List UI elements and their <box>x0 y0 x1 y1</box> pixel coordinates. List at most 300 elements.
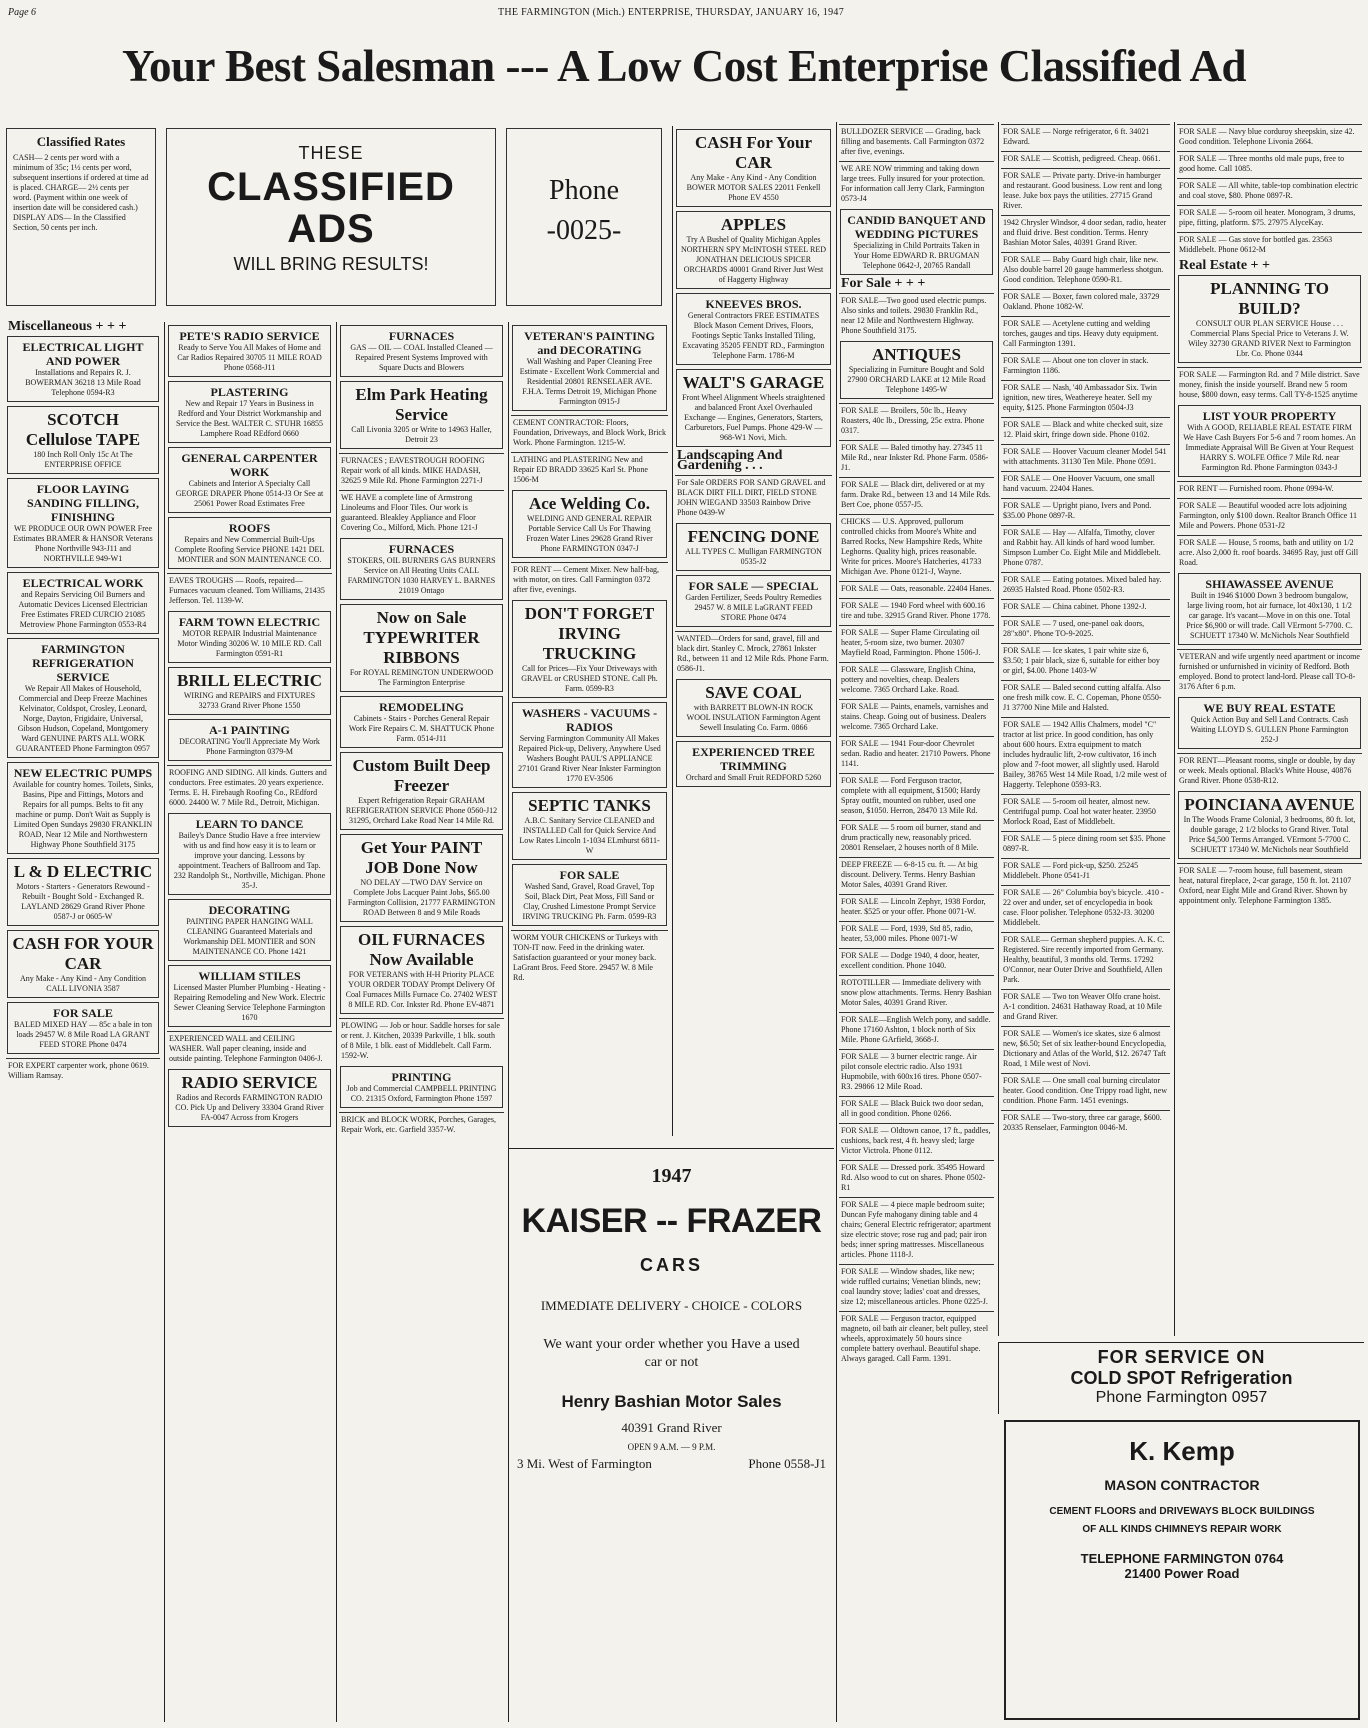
classified-ad <box>1177 481 1362 496</box>
kemp-line4: 21400 Power Road <box>1124 1566 1240 1581</box>
ad-text: ALL TYPES C. Mulligan FARMINGTON 0535-J2 <box>685 547 822 566</box>
ad-text: FOR SALE — Acetylene cutting and welding torches, gauges and tips. Heavy duty equipment. Call Farmington 1391. <box>1003 319 1159 348</box>
classified-ad <box>840 341 993 399</box>
ad-heading: SHIAWASSEE AVENUE <box>1205 577 1334 591</box>
ad-text: Built in 1946 $1000 Down 3 bedroom bungalow, large living room, hot air furnace, lot 40x130, 1 1/2 car garage. It's vacant—Move in on this one. Total Price $6,900 or will trade. Call VErmont 5-7700. C. SCHUETT 17340 W. McNichols Near Southfield <box>1186 591 1353 640</box>
ad-text: FOR SALE — Lincoln Zephyr, 1938 Fordor, heater. $525 or your offer. Phone 0071-W. <box>841 897 986 916</box>
ad-text: FOR SALE — Norge refrigerator, 6 ft. 34021 Edward. <box>1003 127 1150 146</box>
ad-text: FOR EXPERT carpenter work, phone 0619. William Ramsay. <box>8 1061 149 1080</box>
classified-ad <box>1178 275 1361 363</box>
ad-text: WE ARE NOW trimming and taking down large trees. Fully insured for your protection. For information call Jerry Clark, Farmington 0573-J4 <box>841 164 985 203</box>
column-3 <box>336 322 506 1722</box>
classified-ad <box>1001 444 1170 469</box>
ad-heading: OIL FURNACES Now Available <box>357 930 486 969</box>
classified-ad <box>676 575 831 627</box>
rates-body: CASH— 2 cents per word with a minimum of 35c; 1½ cents per word, subsequent insertions if ordered at time ad is placed. CHARGE— 2½ cents per word. (Payment within one week of insertion date will be considered cash.) DISPLAY ADS— In the Classified Section, 50 cents per inch. <box>13 153 149 232</box>
classified-ad <box>168 517 331 569</box>
ad-text: FOR SALE — Women's ice skates, size 6 almost new, $6.50; Set of six leather-bound Encyclopedia, Dictionary and Atlas of the World, $12. 26747 Taft Road, 1 Mile west of Novi. <box>1003 1029 1167 1068</box>
ad-heading: L & D ELECTRIC <box>13 862 153 881</box>
ad-text: FOR SALE — Baled second cutting alfalfa. Also one fresh milk cow. E. C. Copeman, Phone 0550-J1 37700 Nine Mile and Halsted. <box>1003 683 1162 712</box>
classified-ad <box>1177 863 1362 908</box>
classified-ad <box>839 1311 994 1366</box>
ad-text: FOR SALE — Dodge 1940, 4 door, heater, excellent condition. Phone 1040. <box>841 951 980 970</box>
classified-ad <box>511 452 668 487</box>
ad-text: FOR SALE — 5 piece dining room set $35. Phone 0897-R. <box>1003 834 1166 853</box>
ad-text: FOR SALE — Window shades, like new; wide ruffled curtains; Venetian blinds, new; coal laundry stove; ladies' coat and dresses, size 12; miscellaneous articles. Phone 0225-J. <box>841 1267 988 1306</box>
ad-text: Any Make - Any Kind - Any Condition BOWER MOTOR SALES 22011 Fenkell Phone EV 4550 <box>686 173 821 202</box>
ad-heading: ELECTRICAL WORK <box>22 576 144 590</box>
ad-text: and Repairs Servicing Oil Burners and Automatic Devices Licensed Electrician Free Estimates FRED CURCIO 21085 Metroview Phone Farmington 0553-R4 <box>18 590 148 629</box>
ad-text: with BARRETT BLOWN-IN ROCK WOOL INSULATION Farmington Agent Sewell Insulating Co. Farm. 0866 <box>686 703 821 732</box>
ad-text: Radios and Records FARMINGTON RADIO CO. Pick Up and Delivery 33304 Grand River FA-0047 Across from Krogers <box>175 1093 324 1122</box>
classified-ad <box>168 965 331 1027</box>
ad-text: FOR SALE — Boxer, fawn colored male, 33729 Oakland. Phone 1082-W. <box>1003 292 1160 311</box>
ad-text: FOR SALE — Eating potatoes. Mixed baled hay. 26935 Halsted Road. Phone 0502-R3. <box>1003 575 1162 594</box>
page-number: Page 6 <box>8 7 37 18</box>
ad-heading: FURNACES <box>388 542 455 556</box>
ad-heading: PRINTING <box>391 1070 452 1084</box>
ad-text: FOR SALE — Hoover Vacuum cleaner Model 541 with attachments. 31130 Ten Mile. Phone 0591. <box>1003 447 1167 466</box>
ad-text: FOR SALE — Glassware, English China, pottery and novelties, cheap. Dealers welcome. 7365 Orchard Lake. Road. <box>841 665 976 694</box>
ad-text: Expert Refrigeration Repair GRAHAM REFRIGERATION SERVICE Phone 0560-J12 31295, Orchard Lake Road Near 14 Mile Rd. <box>345 796 498 825</box>
ad-text: FOR SALE — 5-room oil heater. Monogram, 3 drums, pipe, fitting, platform. $75. 27975 AlyceKay. <box>1179 208 1356 227</box>
classified-ad <box>6 1058 160 1083</box>
ad-heading: WASHERS - VACUUMS - RADIOS <box>521 706 658 734</box>
classified-ad <box>1001 316 1170 351</box>
ad-text: FOR RENT — Furnished room. Phone 0994-W. <box>1179 484 1334 493</box>
classified-ad <box>339 1112 504 1137</box>
classified-ad <box>676 523 831 571</box>
classified-ad <box>1001 417 1170 442</box>
classified-ad <box>839 1123 994 1158</box>
ad-text: Any Make - Any Kind - Any Condition CALL LIVONIA 3587 <box>20 974 146 993</box>
kemp-line2: CEMENT FLOORS and DRIVEWAYS BLOCK BUILDINGS OF ALL KINDS CHIMNEYS REPAIR WORK <box>1049 1506 1315 1535</box>
classified-ad <box>676 369 831 447</box>
classified-ad <box>340 325 503 377</box>
classified-ad <box>839 625 994 660</box>
rates-box <box>6 128 156 306</box>
classified-ad <box>1001 289 1170 314</box>
ad-heading: GENERAL CARPENTER WORK <box>181 451 318 479</box>
classified-ad <box>676 211 831 289</box>
ad-heading: FARM TOWN ELECTRIC <box>178 615 321 629</box>
classified-ad <box>1001 252 1170 287</box>
ad-heading: Elm Park Heating Service <box>355 385 488 424</box>
classified-ad <box>1001 380 1170 415</box>
ad-text: FOR RENT—Pleasant rooms, single or double, by day or week. Meals optional. Black's White House, 40876 Grand River. Phone 0538-R12. <box>1179 756 1356 785</box>
classified-ad <box>839 975 994 1010</box>
classified-ad <box>839 894 994 919</box>
ad-heading: SCOTCH Cellulose TAPE <box>25 410 141 449</box>
ad-heading: PETE'S RADIO SERVICE <box>179 329 320 343</box>
ad-text: FOR SALE — Scottish, pedigreed. Cheap. 0661. <box>1003 154 1161 163</box>
classified-ad <box>839 477 994 512</box>
ad-heading: FURNACES <box>388 329 455 343</box>
ad-heading: SAVE COAL <box>705 683 802 702</box>
ad-heading: REMODELING <box>379 700 464 714</box>
ad-heading: VETERAN'S PAINTING and DECORATING <box>524 329 655 357</box>
kaiser-address: 40391 Grand River <box>621 1420 722 1435</box>
classified-ad <box>1001 643 1170 678</box>
ad-text: FOR SALE — Paints, enamels, varnishes and stains. Cheap. Going out of business. Dealers welcome. 7365 Orchard Lake. <box>841 702 989 731</box>
ad-heading: CASH For Your CAR <box>694 133 813 172</box>
classified-ad <box>1178 791 1361 859</box>
classified-ad <box>839 1049 994 1094</box>
classified-ad <box>675 631 832 676</box>
ad-text: FOR SALE — Black dirt, delivered or at my farm. Drake Rd., between 13 and 14 Mile Rds. Bert Coe, phone 0557-J5. <box>841 480 991 509</box>
ad-text: FOR SALE — Ice skates, 1 pair white size 6, $3.50; 1 pair black, size 6, suitable for either boy or girl, $4.00. Phone 1403-W <box>1003 646 1160 675</box>
ad-heading: WILLIAM STILES <box>198 969 301 983</box>
classified-ad <box>839 598 994 623</box>
classified-ad <box>339 1018 504 1063</box>
classified-ad <box>1001 124 1170 149</box>
kaiser-frazer-ad <box>508 1148 834 1720</box>
ad-text: FOR SALE — Broilers, 50c lb., Heavy Roasters, 40c lb., Dressing, 25c extra. Phone 0317. <box>841 406 985 435</box>
ad-text: DECORATING You'll Appreciate My Work Phone Farmington 0379-M <box>179 737 320 756</box>
ad-text: FOR RENT — Cement Mixer. New half-bag, with motor, on tires. Call Farmington 0372 after five, evenings. <box>513 565 660 594</box>
ad-heading: DON'T FORGET IRVING TRUCKING <box>524 604 655 663</box>
classified-ad <box>340 752 503 830</box>
classified-ad <box>1177 649 1362 694</box>
ad-text: FOR SALE — Two-story, three car garage, $600. 20335 Renselaer, Farmington 0046-M. <box>1003 1113 1162 1132</box>
classified-ad <box>340 538 503 600</box>
ad-heading: APPLES <box>720 215 787 234</box>
ad-text: Try A Bushel of Quality Michigan Apples NORTHERN SPY McINTOSH STEEL RED JONATHAN DELICIOUS SPICER ORCHARDS 40001 Grand River Just West of Haggerty Highway <box>681 235 827 284</box>
ad-heading: Get Your PAINT JOB Done Now <box>360 838 483 877</box>
ad-text: Orchard and Small Fruit REDFORD 5260 <box>685 773 822 782</box>
column-5 <box>672 126 834 1136</box>
ad-text: FOR SALE — 26" Columbia boy's bicycle. .410 - 22 over and under, set of encyclopedia in book case. Floor polisher. Telephone 0532-J3. 30200 Middlebelt. <box>1003 888 1164 927</box>
kaiser-location: 3 Mi. West of Farmington <box>517 1456 652 1471</box>
ad-heading: ROOFS <box>228 521 271 535</box>
ad-text: FOR SALE — Black and white checked suit, size 12. Plaid skirt, fringe down side. Phone 0102. <box>1003 420 1163 439</box>
ad-text: FOR SALE — Black Buick two door sedan, all in good condition. Phone 0266. <box>841 1099 984 1118</box>
classified-ad <box>839 1264 994 1309</box>
classified-ad <box>1001 168 1170 213</box>
classified-ad <box>675 475 832 520</box>
classified-ad <box>340 834 503 922</box>
classified-ad <box>839 857 994 892</box>
classified-ad <box>168 813 331 895</box>
classified-ad <box>1177 498 1362 533</box>
classified-ad <box>168 1069 331 1127</box>
ad-text: FOR SALE — 1942 Allis Chalmers, model "C" tractor at list price. In good condition, has only about 600 hours. Extra equipment to match includes hydraulic lift, 2-row cultivator, 16 inch plow and 7-foot mower, all slightly used. Harold Bailey, 38765 West 14 Mile Road, 1/2 mile west of Haggerty. Telephone 0593-R3. <box>1003 720 1167 789</box>
kemp-ad <box>1004 1420 1360 1720</box>
ad-text: FOR SALE — Baby Guard high chair, like new. Also double barrel 20 gauge hammerless shotgun. Good condition. Telephone 0590-R1. <box>1003 255 1164 284</box>
ad-text: Specializing in Child Portraits Taken in Your Home EDWARD R. BRUGMAN Telephone 0642-J, 20765 Randall <box>853 241 980 270</box>
ad-text: FURNACES ; EAVESTROUGH ROOFING Repair work of all kinds. MIKE HADASH, 32625 9 Mile Rd. Phone Farmington 2271-J <box>341 456 485 485</box>
ad-heading: CASH FOR YOUR CAR <box>12 934 154 973</box>
ad-text: Quick Action Buy and Sell Land Contracts. Cash Waiting LLOYD S. GULLEN Phone Farmington 252-J <box>1190 715 1349 744</box>
ad-text: GAS — OIL — COAL Installed Cleaned — Repaired Present Systems Improved with Square Ducts and Blowers <box>350 343 493 372</box>
coldspot-ad <box>998 1342 1364 1414</box>
ad-text: FOR SALE — 5 room oil burner, stand and drum practically new, reasonably priced. 20801 Renselaer, 2 houses north of 8 Mile. <box>841 823 981 852</box>
ad-text: WE PRODUCE OUR OWN POWER Free Estimates BRAMER & HANSOR Veterans Phone Northville 943-J11 and NORTHVILLE 949-W1 <box>13 524 153 563</box>
ad-text: Wall Washing and Paper Cleaning Free Estimate - Excellent Work Commercial and Residential 20801 RENSELAER AVE. F.H.A. Terms Detroit 19, Michigan Phone Farmington 0915-J <box>519 357 660 406</box>
ad-text: FOR SALE — Hay — Alfalfa, Timothy, clover and Rabbit hay. All kinds of hard wood lumber. Simpson Lumber Co. Eight Mile and Middlebelt. Phone 0787. <box>1003 528 1161 567</box>
classified-ad <box>512 792 667 860</box>
section-forsale: For Sale + + + <box>841 276 926 291</box>
ad-heading: POINCIANA AVENUE <box>1184 795 1355 814</box>
ad-text: CHICKS — U.S. Approved, pullorum controlled chicks from Moore's White and Barred Rocks, New Hampshire Reds, White Leghorns. Quality high, prices reasonable. Write for prices. Moore's Hatcheries, 41733 Michigan Ave. Phone 0121-J, Wayne. <box>841 517 983 576</box>
ad-text: NO DELAY —TWO DAY Service on Complete Jobs Lacquer Paint Jobs, $65.00 Farmington Collision, 21777 FARMINGTON ROAD Between 8 and 9 Mile Roads <box>347 878 496 917</box>
ad-text: In The Woods Frame Colonial, 3 bedrooms, 80 ft. lot, double garage, 2 1/2 blocks to Grand River. Total Price $4,500 Terms Arranged. VErmont 5-7700 C. SCHUETT 17340 W. McNichols near Southfield <box>1183 815 1356 854</box>
ad-text: FOR SALE — Beautiful wooded acre lots adjoining Farmington, only $100 down. Realtor Branch Office 11 Mile and Powers. Phone 0531-J2 <box>1179 501 1357 530</box>
classified-ad <box>512 490 667 558</box>
classified-ad <box>1001 599 1170 614</box>
ad-text: FOR SALE — Ford pick-up, $250. 25245 Middlebelt. Phone 0541-J1 <box>1003 861 1139 880</box>
ad-text: PLOWING — Job or hour. Saddle horses for sale or rent. J. Kitchen, 20339 Parkville, 1 blk. south of 8 Mile, 1 blk. east of Middlebelt. Call Farm. 1592-W. <box>341 1021 500 1060</box>
classified-ad <box>167 765 332 810</box>
classified-ad <box>167 1031 332 1066</box>
ad-text: FOR SALE — Private party. Drive-in hamburger and restaurant. Good business. Low rent and long lease. Juke box pays the utilities. 27715 Grand River. <box>1003 171 1162 210</box>
dateline: THE FARMINGTON (Mich.) ENTERPRISE, THURSDAY, JANUARY 16, 1947 <box>498 7 845 18</box>
classified-ad <box>839 699 994 734</box>
ad-text: FOR SALE — Ford, 1939, Std 85, radio, heater, 53,000 miles. Phone 0071-W <box>841 924 973 943</box>
kaiser-dealer: Henry Bashian Motor Sales <box>561 1392 782 1411</box>
classified-ad <box>676 741 831 787</box>
classified-ad <box>1177 232 1362 257</box>
classified-ad <box>7 638 159 758</box>
column-1 <box>4 318 162 1722</box>
classified-ad <box>676 679 831 737</box>
ad-text: WORM YOUR CHICKENS or Turkeys with TON-IT now. Feed in the drinking water. Satisfaction guaranteed or your money back. LaGrant Bros. Feed Store. 29457 W. 8 Mile Rd. <box>513 933 658 982</box>
ad-text: FOR SALE — Upright piano, Ivers and Pond. $35.00 Phone 0897-R. <box>1003 501 1152 520</box>
ad-heading: PLASTERING <box>210 385 289 399</box>
ad-heading: NEW ELECTRIC PUMPS <box>13 766 153 780</box>
ad-text: FOR SALE — Dressed pork. 35495 Howard Rd. Also wood to cut on shares. Phone 0502-R1 <box>841 1163 986 1192</box>
ad-text: For ROYAL REMINGTON UNDERWOOD The Farmington Enterprise <box>349 668 494 687</box>
ad-text: WIRING and REPAIRS and FIXTURES 32733 Grand River Phone 1550 <box>183 691 316 710</box>
ad-text: FOR SALE — Three months old male pups, free to good home. Call 1085. <box>1179 154 1345 173</box>
ad-text: A.B.C. Sanitary Service CLEANED and INSTALLED Call for Quick Service And Low Rates Lincoln 1-1034 ELmhurst 6811-W <box>519 816 660 855</box>
kaiser-cars: CARS <box>639 1255 703 1275</box>
classified-ad <box>1001 885 1170 930</box>
ad-text: FOR SALE—Two good used electric pumps. Also sinks and toilets. 29830 Franklin Rd., near 12 Mile and Northwestern Highway. Phone Southfield 3175. <box>841 296 987 335</box>
ad-text: FOR SALE — About one ton clover in stack. Farmington 1186. <box>1003 356 1149 375</box>
ad-heading: Now on Sale TYPEWRITER RIBBONS <box>363 608 480 667</box>
column-2 <box>164 322 334 1722</box>
ad-text: Installations and Repairs R. J. BOWERMAN 36218 13 Mile Road Telephone 0594-R3 <box>25 368 141 397</box>
classified-ad <box>839 581 994 596</box>
kaiser-tagline: IMMEDIATE DELIVERY - CHOICE - COLORS <box>540 1298 803 1313</box>
ad-text: BRICK and BLOCK WORK, Porches, Garages, Repair Work, etc. Garfield 3357-W. <box>341 1115 496 1134</box>
classified-ad <box>168 611 331 663</box>
ad-text: ROOFING AND SIDING. All kinds. Gutters and conductors. Free estimates. 20 years experience. Terms. E. H. Firebaugh Roofing Co., REdford 6000. 24400 W. 7 Mile Rd., Detroit, Michigan. <box>169 768 327 807</box>
ad-heading: WALT'S GARAGE <box>682 373 825 392</box>
page-header <box>8 4 1358 22</box>
classified-ad <box>839 921 994 946</box>
kaiser-year: 1947 <box>651 1165 692 1187</box>
classified-ad <box>839 948 994 973</box>
kemp-line1: MASON CONTRACTOR <box>1104 1477 1260 1493</box>
section-misc: Miscellaneous + + + <box>8 319 127 334</box>
classified-ad <box>1177 367 1362 402</box>
classified-ad <box>1177 178 1362 203</box>
classified-ad <box>839 124 994 159</box>
ad-text: STOKERS, OIL BURNERS GAS BURNERS Service on All Heating Units CALL FARMINGTON 1030 HARVEY L. BARNES 21019 Ontago <box>347 556 496 595</box>
kaiser-hours: OPEN 9 A.M. — 9 P.M. <box>627 1442 716 1452</box>
classified-ad <box>7 762 159 854</box>
classified-ad <box>168 667 331 715</box>
classified-ad <box>1177 753 1362 788</box>
classified-ad <box>1001 1073 1170 1108</box>
classified-ad <box>1001 471 1170 496</box>
classified-ad <box>1001 616 1170 641</box>
classified-ad <box>7 858 159 926</box>
ad-text: WANTED—Orders for sand, gravel, fill and black dirt. Stanley C. Mrock, 27861 Inkster Rd., between 11 and 12 Mile Rds. Phone Farm. 0586-J1. <box>677 634 829 673</box>
kaiser-phone: Phone 0558-J1 <box>748 1456 826 1471</box>
ad-text: Specializing in Furniture Bought and Sold 27900 ORCHARD LAKE at 12 Mile Road Telephone 1495-W <box>847 365 986 394</box>
ad-text: FOR SALE—English Welch pony, and saddle. Phone 17160 Ashton, 1 block north of Six Mile. Phone GArfield, 3668-J. <box>841 1015 991 1044</box>
classified-ad <box>512 864 667 926</box>
ad-text: DEEP FREEZE — 6-8-15 cu. ft. — At big discount. Delivery. Terms. Henry Bashian Motor Sales, 40391 Grand River. <box>841 860 978 889</box>
classified-ad <box>512 702 667 788</box>
ad-text: FOR SALE — Farmington Rd. and 7 Mile district. Save money, finish the inside yourself. Brand new 5 room house, $800 down, easy terms. Call TY-8-1525 anytime <box>1179 370 1360 399</box>
column-7 <box>998 122 1172 1336</box>
ad-text: FOR SALE — 1940 Ford wheel with 600.16 tire and tube. 32915 Grand River. Phone 1778. <box>841 601 991 620</box>
ad-text: Repairs and New Commercial Built-Ups Complete Roofing Service PHONE 1421 DEL MONTIER and SON MAINTENANCE CO. <box>174 535 325 564</box>
classified-ad <box>839 736 994 771</box>
ad-text: WELDING AND GENERAL REPAIR Portable Service Call Us For Thawing Frozen Water Lines 29628 Grand River Phone FARMINGTON 0347-J <box>526 514 653 553</box>
ad-heading: KNEEVES BROS. <box>705 297 802 311</box>
classified-ad <box>511 930 668 985</box>
ad-text: FOR SALE — Two ton Weaver Olfo crane hoist. A-1 condition. 24631 Hathaway Road, at 10 Mile and Grand River. <box>1003 992 1162 1021</box>
kaiser-want: We want your order whether you Have a used car or not <box>543 1337 800 1370</box>
classified-ad <box>1177 535 1362 570</box>
kemp-name: K. Kemp <box>1129 1436 1235 1466</box>
ad-text: New and Repair 17 Years in Business in Redford and Your District Workmanship and Service the Best. WALTER C. STUHR 16855 Lamphere Road REdford 0660 <box>175 399 324 438</box>
ad-text: FOR SALE — All white, table-top combination electric and coal stove, $80. Phone 0897-R. <box>1179 181 1359 200</box>
classified-ad <box>1001 151 1170 166</box>
ad-text: FOR SALE — Nash, '40 Ambassador Six. Twin ignition, new tires, Weathereye heater. Sell my equity, $125. Phone Farmington 0504-J3 <box>1003 383 1157 412</box>
classified-ad <box>1001 1110 1170 1135</box>
ad-text: Washed Sand, Gravel, Road Gravel, Top Soil, Black Dirt, Peat Moss, Fill Sand or Clay, Crushed Limestone Prompt Service IRVING TRUCKING Ph. Farm. 0599-R3 <box>522 882 657 921</box>
ad-text: EXPERIENCED WALL and CEILING WASHER. Wall paper cleaning, inside and outside painting. Telephone Farmington 0406-J. <box>169 1034 323 1063</box>
ad-text: FOR SALE — 3 burner electric range. Air pilot console electric radio. Also 1931 Hupmobile, with 600x16 tires. Phone 0507-R3. 29866 12 Mile Road. <box>841 1052 982 1091</box>
ad-text: FOR SALE — Navy blue corduroy sheepskin, size 42. Good condition. Telephone Livonia 2664. <box>1179 127 1355 146</box>
ad-heading: ANTIQUES <box>872 345 961 364</box>
ad-heading: FARMINGTON REFRIGERATION SERVICE <box>32 642 134 684</box>
ad-text: FOR SALE — Ferguson tractor, equipped magneto, oil bath air cleaner, belt pulley, steel wheels, approximately 50 hours since complete battery overhaul. Beautiful shape. Always garaged. Call Farm. 1391. <box>841 1314 989 1363</box>
classified-ad <box>512 600 667 698</box>
column-8 <box>1174 122 1364 1336</box>
ad-text: PAINTING PAPER HANGING WALL CLEANING Guaranteed Materials and Workmanship DEL MONTIER and SON MAINTENANCE CO. Phone 1421 <box>183 917 316 956</box>
ad-text: CEMENT CONTRACTOR: Floors, Foundation, Driveways, and Block Work, Brick Work. Phone Farmington. 1215-W. <box>513 418 666 447</box>
ad-text: FOR SALE — One Hoover Vacuum, one small hand vacuum. 22404 Hanes. <box>1003 474 1155 493</box>
classified-ad <box>340 381 503 449</box>
classified-ad <box>1001 794 1170 829</box>
ad-heading: LIST YOUR PROPERTY <box>1202 409 1337 423</box>
phone-number: -0025- <box>546 215 622 246</box>
ad-text: FOR SALE — 7-room house, full basement, steam heat, natural fireplace, 2-car garage, 150 ft. lot. 21107 Oxford, near Eight Mile and Grand River. Shown by appointment only. Telephone Farmington 1385. <box>1179 866 1352 905</box>
classified-ad <box>839 773 994 818</box>
classified-ad <box>839 161 994 206</box>
ad-text: Call for Prices—Fix Your Driveways with GRAVEL or CRUSHED STONE. Call Ph. Farm. 0599-R3 <box>521 664 658 693</box>
section-landscaping: Landscaping And Gardening . . . <box>677 448 783 473</box>
classified-ad <box>340 604 503 692</box>
classified-ad <box>1001 932 1170 987</box>
ad-text: FOR SALE — Oats, reasonable. 22404 Hanes. <box>841 584 992 593</box>
ad-text: Bailey's Dance Studio Have a free interview with us and find how easy it is to learn or improve your dancing. Lessons by appointment. Teachers of Ballroom and Tap. 232 Randolph St., Northville, Michigan. Phone 35-J. <box>173 831 326 890</box>
ad-heading: EXPERIENCED TREE TRIMMING <box>692 745 815 773</box>
ad-heading: PLANNING TO BUILD? <box>1210 279 1329 318</box>
ad-text: FOR SALE — House, 5 rooms, bath and utility on 1/2 acre. Also 2,000 ft. roof boards. 34695 Ray, just off Gill Road. <box>1179 538 1359 567</box>
classified-ad <box>1001 498 1170 523</box>
classified-ad <box>168 325 331 377</box>
promo-line2: CLASSIFIED <box>207 165 455 209</box>
ad-text: Licensed Master Plumber Plumbing - Heating - Repairing Remodeling and New Work. Electric Sewer Cleaning Service Telephone Farmington 1670 <box>173 983 326 1022</box>
ad-text: VETERAN and wife urgently need apartment or income furnished or unfurnished in vicinity of Redford. Both employed. Bond to protect land-lord. Please call TO-8-3176 After 6 p.m. <box>1179 652 1360 691</box>
classified-ad <box>676 129 831 207</box>
classified-ad <box>1001 215 1170 250</box>
ad-text: Front Wheel Alignment Wheels straightened and balanced Front Axel Overhauled Exchange — Engines, Generators, Starters, Carburetors, Fuel Pumps. Phone 429-W — 968-W1 Novi, Mich. <box>682 393 825 442</box>
classified-ad <box>840 209 993 275</box>
ad-text: FOR SALE — 1941 Four-door Chevrolet sedan. Radio and heater. 21710 Powers. Phone 1141. <box>841 739 991 768</box>
kemp-line3: TELEPHONE FARMINGTON 0764 <box>1080 1551 1284 1566</box>
ad-text: For Sale ORDERS FOR SAND GRAVEL and BLACK DIRT FILL DIRT, FIELD STONE JOHN WIEGAND 33503 Rainbow Drive Phone 0439-W <box>677 478 826 517</box>
phone-label: Phone <box>549 175 619 206</box>
ad-text: FOR SALE — Oldtown canoe, 17 ft., paddles, cushions, back rest, 4 ft. heavy sled; large Victor Victrola. Phone 0112. <box>841 1126 991 1155</box>
ad-text: Motors - Starters - Generators Rewound - Rebuilt - Bought Sold - Exchanged R. LAYLAND 28629 Grand River Phone 0587-J or 0605-W <box>16 882 150 921</box>
classified-ad <box>839 820 994 855</box>
phone-box <box>506 128 662 306</box>
classified-ad <box>168 899 331 961</box>
ad-text: 180 Inch Roll Only 15c At The ENTERPRISE OFFICE <box>33 450 133 469</box>
classified-ad <box>839 1012 994 1047</box>
classified-ad <box>839 1160 994 1195</box>
classified-ad <box>1001 680 1170 715</box>
classified-ad <box>168 447 331 513</box>
ad-text: FOR SALE — Baled timothy hay. 27345 11 Mile Rd., near Inkster Rd. Phone Farm. 0586-J1. <box>841 443 989 472</box>
ad-text: 1942 Chrysler Windsor, 4 door sedan, radio, heater and fluid drive. Best condition. Terms. Henry Bashian Motor Sales, 40391 Grand River. <box>1003 218 1167 247</box>
classified-ad <box>7 406 159 474</box>
coldspot-line2: COLD SPOT Refrigeration <box>1070 1368 1293 1388</box>
ad-text: Cabinets - Stairs - Porches General Repair Work Fire Repairs C. M. SHATTUCK Phone Farm. 0514-J11 <box>348 714 495 743</box>
ad-heading: FENCING DONE <box>687 527 820 546</box>
classified-ad <box>168 381 331 443</box>
ad-text: BULLDOZER SERVICE — Grading, back filling and basements. Call Farmington 0372 after five, evenings. <box>841 127 985 156</box>
classified-ad <box>340 926 503 1014</box>
promo-line4: WILL BRING RESULTS! <box>233 254 429 274</box>
ad-heading: Ace Welding Co. <box>528 494 651 513</box>
classified-ad <box>1178 405 1361 477</box>
ad-text: Garden Fertilizer, Seeds Poultry Remedies 29457 W. 8 MILE LaGRANT FEED STORE Phone 0474 <box>685 593 822 622</box>
ad-text: We Repair All Makes of Household, Commercial and Deep Freeze Machines Kelvinator, Coldspot, Crosley, Leonard, Norge, Dayton, Frigidaire, Universal, Gibson Hudson, Copeland, Montgomery Ward GENUINE PARTS ALL WORK GUARANTEED Phone Farmington 0957 <box>16 684 150 753</box>
ad-heading: RADIO SERVICE <box>181 1073 318 1092</box>
ad-heading: BRILL ELECTRIC <box>176 671 323 690</box>
ad-text: MOTOR REPAIR Industrial Maintenance Motor Winding 30206 W. 10 MILE RD. Call Farmington 0591-R1 <box>177 629 322 658</box>
promo-box <box>166 128 496 306</box>
ad-heading: FOR SALE <box>559 868 620 882</box>
classified-ad <box>512 325 667 411</box>
ad-heading: LEARN TO DANCE <box>195 817 304 831</box>
classified-ad <box>168 719 331 761</box>
classified-ad <box>511 562 668 597</box>
classified-ad <box>1178 697 1361 749</box>
classified-ad <box>1178 573 1361 645</box>
classified-ad <box>339 490 504 535</box>
classified-ad <box>340 1066 503 1108</box>
classified-ad <box>1177 124 1362 149</box>
ad-text: FOR SALE — Ford Ferguson tractor, complete with all equipment, $1500; Hardy Spray outfit, mounted on rubber, used one season, $1050. Herron, 28470 13 Mile Rd. <box>841 776 981 815</box>
ad-text: FOR SALE — Super Flame Circulating oil heater, 5-room size, two burner. 20307 Mayfield Road, Farmington. Phone 1506-J. <box>841 628 981 657</box>
page-banner: Your Best Salesman --- A Low Cost Enterprise Classified Ad <box>122 46 1246 91</box>
classified-ad <box>1001 572 1170 597</box>
ad-heading: ELECTRICAL LIGHT AND POWER <box>22 340 144 368</box>
classified-ad <box>167 573 332 608</box>
ad-heading: Custom Built Deep Freezer <box>352 756 491 795</box>
